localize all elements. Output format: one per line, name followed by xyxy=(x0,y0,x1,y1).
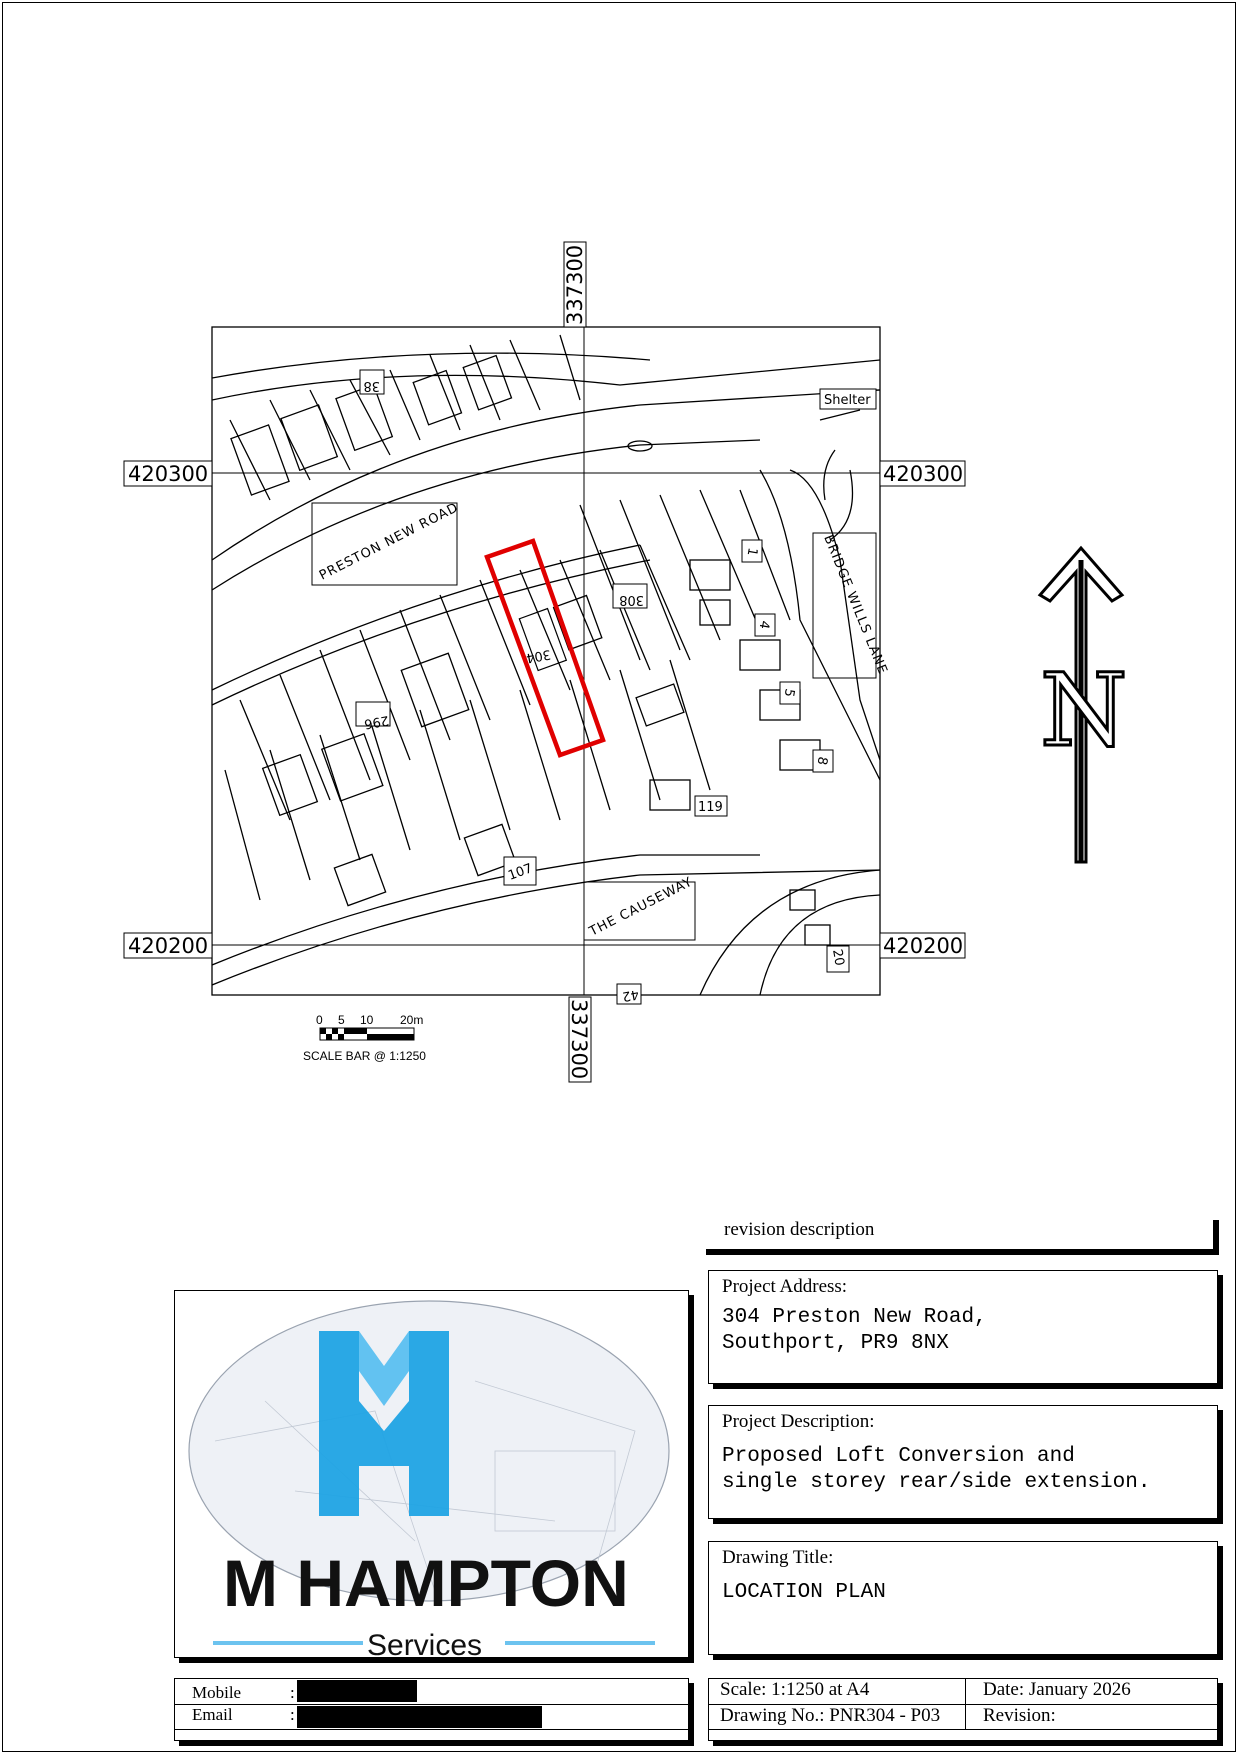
scale-text: Scale: 1:1250 at A4 xyxy=(720,1679,870,1700)
svg-text:4: 4 xyxy=(755,619,772,631)
scale-bar xyxy=(303,1013,426,1063)
project-description-line2: single storey rear/side extension. xyxy=(722,1471,1151,1494)
svg-text:420200: 420200 xyxy=(128,934,209,958)
project-address-box xyxy=(708,1270,1218,1384)
revision-text: Revision: xyxy=(983,1705,1056,1726)
svg-text:304: 304 xyxy=(524,646,552,666)
svg-text:SCALE BAR @ 1:1250: SCALE BAR @ 1:1250 xyxy=(303,1049,426,1063)
svg-text:BRIDGE WILLS LANE: BRIDGE WILLS LANE xyxy=(820,532,891,677)
svg-text:20: 20 xyxy=(829,948,847,967)
mobile-redaction xyxy=(297,1680,417,1702)
contact-box xyxy=(174,1678,689,1741)
svg-text:337300: 337300 xyxy=(563,244,587,325)
svg-text:5: 5 xyxy=(780,687,797,699)
north-arrow xyxy=(1040,548,1128,862)
svg-text:42: 42 xyxy=(621,986,640,1004)
house-number-1 xyxy=(742,540,762,562)
svg-text:420300: 420300 xyxy=(128,462,209,486)
email-label: Email xyxy=(192,1705,233,1724)
revision-block xyxy=(706,1217,1218,1255)
house-number-308 xyxy=(613,584,647,608)
logo-graphic xyxy=(175,1291,689,1658)
svg-text:20m: 20m xyxy=(400,1013,424,1027)
grid-label-northing-top-right xyxy=(880,461,965,486)
house-number-20 xyxy=(827,946,849,972)
drawing-title: LOCATION PLAN xyxy=(722,1581,886,1604)
mobile-separator: : xyxy=(290,1683,295,1702)
svg-text:PRESTON NEW ROAD: PRESTON NEW ROAD xyxy=(317,500,462,584)
revision-description-label: revision description xyxy=(724,1219,875,1240)
grid-label-northing-bottom-left xyxy=(124,933,212,958)
house-number-8 xyxy=(813,750,833,772)
house-number-119 xyxy=(695,796,727,816)
road-label-bridge-wills-lane xyxy=(813,533,890,678)
svg-text:N: N xyxy=(1040,652,1128,769)
house-number-296 xyxy=(356,702,390,731)
house-number-107 xyxy=(504,857,536,885)
grid-label-northing-bottom-right xyxy=(880,933,965,958)
email-redaction xyxy=(297,1706,542,1728)
svg-text:337300: 337300 xyxy=(567,999,591,1080)
svg-text:119: 119 xyxy=(698,800,723,815)
svg-text:0: 0 xyxy=(316,1013,323,1027)
project-description-label: Project Description: xyxy=(722,1411,875,1432)
project-address-line1: 304 Preston New Road, xyxy=(722,1306,987,1329)
house-number-304 xyxy=(525,646,552,665)
house-number-4 xyxy=(755,614,775,636)
project-description-line1: Proposed Loft Conversion and xyxy=(722,1445,1075,1468)
project-address-label: Project Address: xyxy=(722,1276,848,1297)
svg-text:THE CAUSEWAY: THE CAUSEWAY xyxy=(587,874,696,940)
svg-text:296: 296 xyxy=(362,712,390,732)
house-number-42 xyxy=(617,984,641,1004)
svg-text:8: 8 xyxy=(813,755,830,767)
drawing-title-box xyxy=(708,1541,1218,1655)
house-number-5 xyxy=(780,682,800,704)
shelter-label xyxy=(820,389,876,409)
drawing-info-box xyxy=(708,1678,1218,1741)
email-separator: : xyxy=(290,1705,295,1724)
svg-text:308: 308 xyxy=(619,592,644,607)
grid-label-easting-bottom xyxy=(567,997,591,1082)
svg-text:420300: 420300 xyxy=(883,462,964,486)
date-text: Date: January 2026 xyxy=(983,1679,1131,1700)
company-name: M HAMPTON xyxy=(223,1546,629,1620)
road-label-preston-new-road xyxy=(312,500,461,585)
svg-text:420200: 420200 xyxy=(883,934,964,958)
svg-text:Shelter: Shelter xyxy=(824,393,871,408)
svg-text:1: 1 xyxy=(743,546,760,558)
svg-text:107: 107 xyxy=(506,861,535,884)
company-logo xyxy=(174,1290,689,1658)
road-label-the-causeway xyxy=(584,874,695,940)
drawing-title-label: Drawing Title: xyxy=(722,1547,834,1568)
mobile-label: Mobile xyxy=(192,1683,242,1702)
grid-label-easting-top xyxy=(563,242,587,327)
house-number-38 xyxy=(360,370,384,394)
svg-text:38: 38 xyxy=(363,378,380,393)
svg-text:5: 5 xyxy=(338,1013,345,1027)
map-linework xyxy=(212,335,880,995)
company-subtitle: Services xyxy=(367,1629,483,1658)
svg-text:10: 10 xyxy=(360,1013,374,1027)
drawing-number: Drawing No.: PNR304 - P03 xyxy=(720,1705,941,1726)
project-description-box xyxy=(708,1405,1218,1519)
project-address-line2: Southport, PR9 8NX xyxy=(722,1332,949,1355)
grid-label-northing-top-left xyxy=(124,461,212,486)
